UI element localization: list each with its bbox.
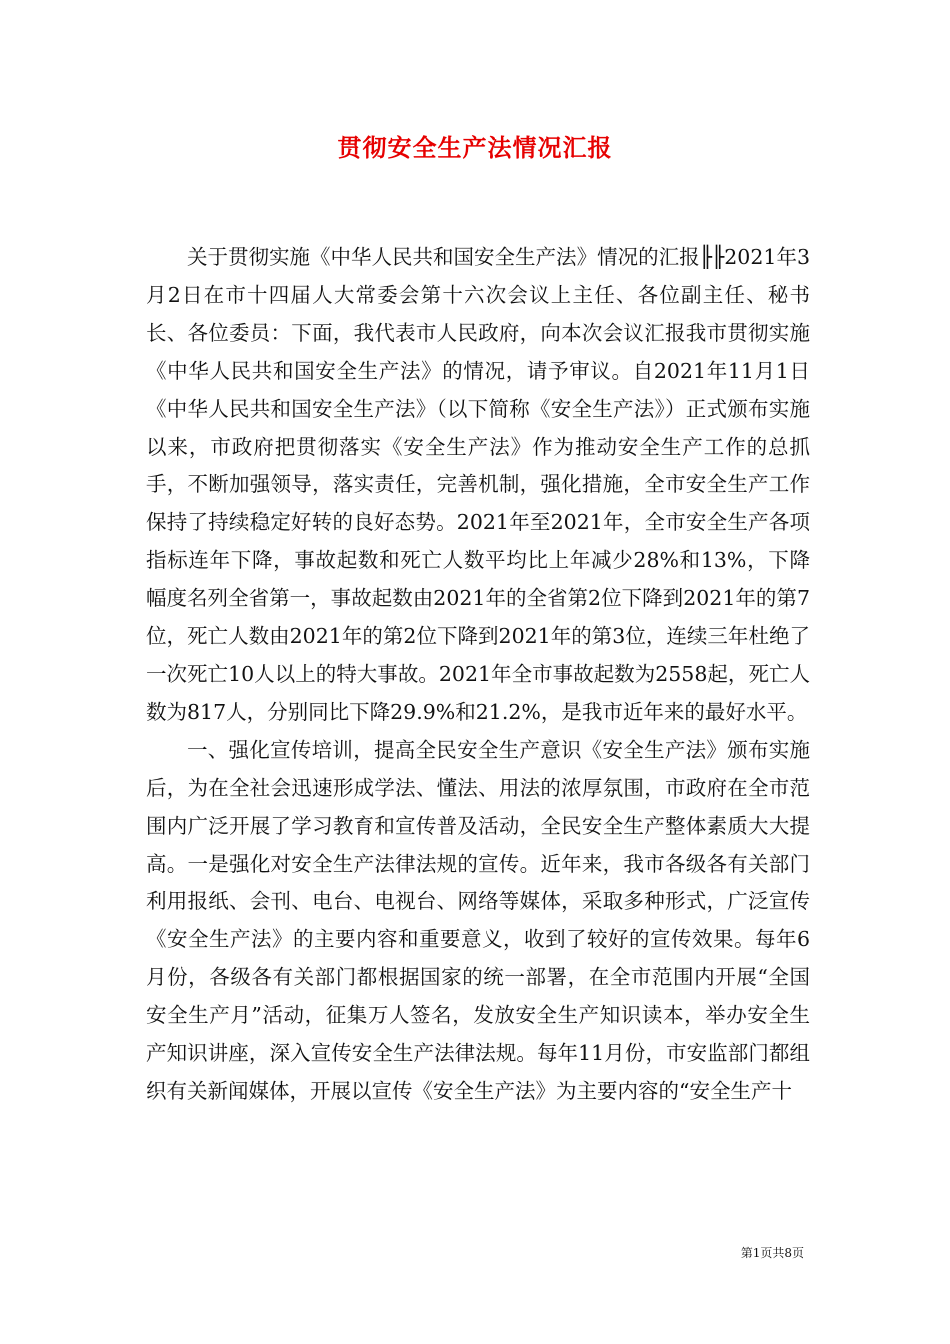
page-number-footer: 第1页共8页: [740, 1246, 804, 1260]
document-title: 贯彻安全生产法情况汇报: [337, 133, 613, 162]
paragraph-section-one: 一、强化宣传培训，提高全民安全生产意识《安全生产法》颁布实施后，为在全社会迅速形成学法、懂法、用法的浓厚氛围，市政府在全市范围内广泛开展了学习教育和宣传普及活动，全民安全生产整体素质大大提高。一是强化对安全生产法律法规的宣传。近年来，我市各级各有关部门利用报纸、会刊、电台、电视台、网络等媒体，采取多种形式，广泛宣传《安全生产法》的主要内容和重要意义，收到了较好的宣传效果。每年6月份，各级各有关部门都根据国家的统一部署，在全市范围内开展“全国安全生产月”活动，征集万人签名，发放安全生产知识读本，举办安全生产知识讲座，深入宣传安全生产法律法规。每年11月份，市安监部门都组织有关新闻媒体，开展以宣传《安全生产法》为主要内容的“安全生产十: [146, 737, 810, 1103]
paragraph-intro: 关于贯彻实施《中华人民共和国安全生产法》情况的汇报╟╟2021年3月2日在市十四届人大常委会第十六次会议上主任、各位副主任、秘书长、各位委员：下面，我代表市人民政府，向本次会议汇报我市贯彻实施《中华人民共和国安全生产法》的情况，请予审议。自2021年11月1日《中华人民共和国安全生产法》（以下简称《安全生产法》）正式颁布实施以来，市政府把贯彻落实《安全生产法》作为推动安全生产工作的总抓手，不断加强领导，落实责任，完善机制，强化措施，全市安全生产工作保持了持续稳定好转的良好态势。2021年至2021年，全市安全生产各项指标连年下降，事故起数和死亡人数平均比上年减少28%和13%，下降幅度名列全省第一，事故起数由2021年的全省第2位下降到2021年的第7位，死亡人数由2021年的第2位下降到2021年的第3位，连续三年杜绝了一次死亡10人以上的特大事故。2021年全市事故起数为2558起，死亡人数为817人，分别同比下降29.9%和21.2%，是我市近年来的最好水平。: [146, 245, 810, 724]
document-body: [146, 239, 810, 1111]
